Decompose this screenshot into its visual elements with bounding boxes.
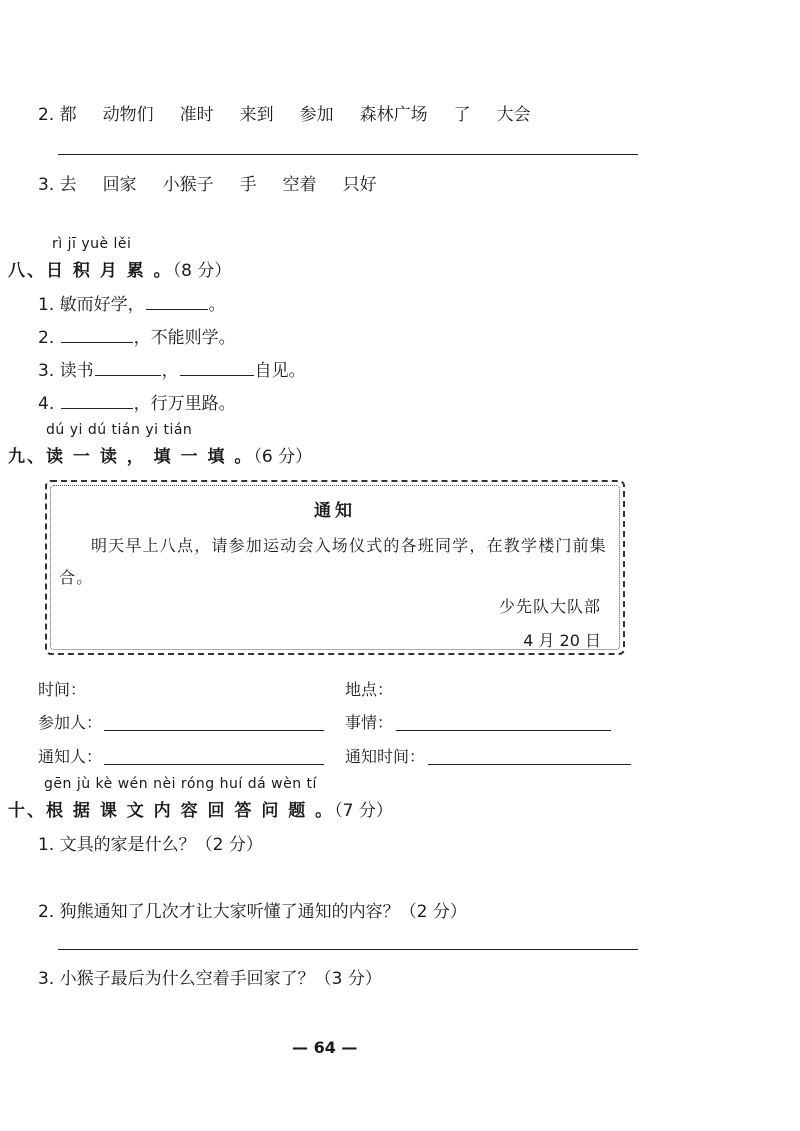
item-text: ，行万里路。 — [133, 394, 236, 414]
item-text: 。 — [208, 295, 226, 315]
question-number: 3. — [38, 175, 55, 195]
item-number: 1. — [38, 295, 55, 315]
word-tile: 大会 — [496, 105, 531, 125]
reorder-question-2 — [38, 100, 557, 125]
word-tile: 空着 — [282, 175, 317, 195]
section-score: （8 分） — [172, 261, 232, 281]
field-matter-label: 事情： — [345, 713, 394, 732]
fill-blank[interactable] — [61, 407, 133, 409]
word-tile: 来到 — [239, 105, 274, 125]
notice-title: 通知 — [314, 501, 356, 521]
fill-blank[interactable] — [146, 308, 208, 310]
section-title: 八、日 积 月 累 。 — [8, 261, 173, 281]
notice-date: 4 月 20 日 — [523, 631, 601, 650]
answer-question-2 — [38, 897, 467, 922]
section8-heading — [8, 256, 231, 281]
section10-heading — [8, 796, 393, 821]
question-number: 2. — [38, 105, 55, 125]
question-text: 文具的家是什么？（2 分） — [59, 835, 263, 855]
reorder-question-3 — [38, 170, 403, 195]
word-tile: 小猴子 — [162, 175, 214, 195]
word-list — [60, 105, 557, 125]
item-text: ， — [161, 361, 179, 381]
notice-signature: 少先队大队部 — [498, 597, 601, 616]
field-place-label: 地点： — [345, 680, 394, 699]
notice-box — [45, 480, 625, 655]
field-participants-label: 参加人： — [38, 713, 103, 732]
word-tile: 回家 — [102, 175, 137, 195]
fill-blank[interactable] — [180, 374, 254, 376]
question-text: 小猴子最后为什么空着手回家了？（3 分） — [59, 969, 382, 989]
question-number: 1. — [38, 835, 55, 855]
word-tile: 准时 — [179, 105, 214, 125]
field-matter-line[interactable] — [396, 730, 611, 731]
field-participants-line[interactable] — [104, 730, 324, 731]
section9-pinyin: dú yi dú tián yi tián — [46, 422, 193, 438]
item-text: 敏而好学， — [59, 295, 145, 315]
fill-item-1 — [38, 290, 226, 315]
word-tile: 都 — [59, 105, 77, 125]
section-title: 九、读 一 读 ， 填 一 填 。 — [8, 447, 254, 467]
section8-pinyin: rì jī yuè lěi — [52, 236, 132, 252]
word-tile: 只好 — [342, 175, 377, 195]
item-text: ，不能则学。 — [133, 328, 236, 348]
answer-line[interactable] — [58, 949, 638, 950]
word-tile: 参加 — [299, 105, 334, 125]
question-number: 2. — [38, 902, 55, 922]
item-text: 自见。 — [254, 361, 306, 381]
word-tile: 去 — [59, 175, 77, 195]
section-score: （7 分） — [334, 801, 393, 821]
fill-blank[interactable] — [95, 374, 161, 376]
item-number: 4. — [38, 394, 55, 414]
answer-question-3 — [38, 964, 382, 989]
item-number: 2. — [38, 328, 55, 348]
word-tile: 了 — [453, 105, 471, 125]
fill-blank[interactable] — [61, 341, 133, 343]
fill-item-3 — [38, 356, 306, 381]
field-notice-time-label: 通知时间： — [345, 747, 426, 766]
word-tile: 森林广场 — [359, 105, 428, 125]
word-tile: 动物们 — [102, 105, 154, 125]
answer-line[interactable] — [58, 154, 638, 155]
field-notifier-line[interactable] — [104, 764, 324, 765]
field-notifier-label: 通知人： — [38, 747, 103, 766]
section-score: （6 分） — [253, 447, 313, 467]
item-number: 3. — [38, 361, 55, 381]
word-list — [60, 175, 403, 195]
word-tile: 手 — [239, 175, 257, 195]
page-number: — 64 — — [292, 1038, 358, 1057]
fill-item-4 — [38, 389, 236, 414]
field-time-label: 时间： — [38, 680, 87, 699]
section-title: 十、根 据 课 文 内 容 回 答 问 题 。 — [8, 801, 335, 821]
fill-item-2 — [38, 323, 236, 348]
answer-question-1 — [38, 830, 263, 855]
field-notice-time-line[interactable] — [428, 764, 631, 765]
section10-pinyin: gēn jù kè wén nèi róng huí dá wèn tí — [44, 776, 317, 792]
section9-heading — [8, 442, 312, 467]
question-number: 3. — [38, 969, 55, 989]
question-text: 狗熊通知了几次才让大家听懂了通知的内容？（2 分） — [59, 902, 467, 922]
notice-body: 明天早上八点，请参加运动会入场仪式的各班同学，在教学楼门前集合。 — [59, 536, 608, 587]
item-text: 读书 — [59, 361, 94, 381]
